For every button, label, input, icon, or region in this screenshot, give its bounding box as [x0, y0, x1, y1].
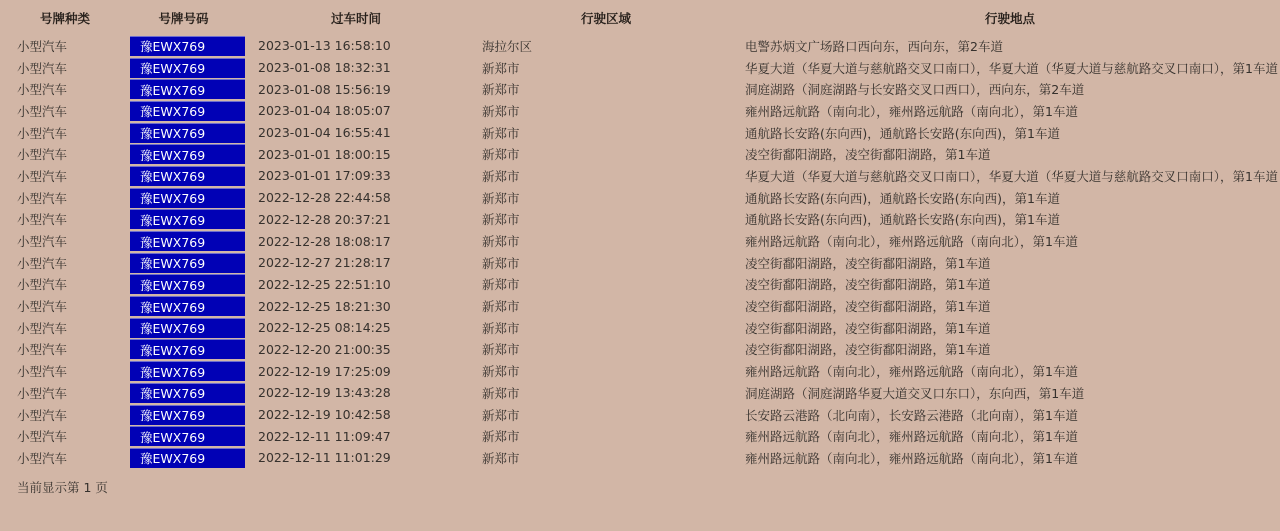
- plate-number-badge[interactable]: 豫EWX769: [130, 361, 245, 381]
- pass-time-cell: 2022-12-19 17:25:09: [258, 363, 391, 379]
- plate-number-cell: [117, 382, 250, 404]
- pass-time-cell: 2022-12-20 21:00:35: [258, 341, 391, 357]
- driving-region-cell: 新郑市: [482, 364, 520, 380]
- plate-type-cell: 小型汽车: [17, 82, 68, 98]
- driving-region-cell: 新郑市: [482, 299, 520, 315]
- driving-region-cell: 新郑市: [482, 277, 520, 293]
- header-driving-region: 行驶区域: [580, 10, 631, 26]
- driving-location-cell: 雍州路远航路（南向北），雍州路远航路（南向北），第1车道: [745, 234, 1078, 250]
- pass-time-cell: 2022-12-28 18:08:17: [258, 233, 391, 249]
- driving-region-cell: 新郑市: [482, 82, 520, 98]
- plate-number-cell: [117, 78, 250, 100]
- plate-number-cell: [117, 404, 250, 426]
- table-row: [0, 360, 1280, 382]
- driving-location-cell: 通航路长安路(东向西)，通航路长安路(东向西)，第1车道: [745, 212, 1060, 228]
- table-row: [0, 274, 1280, 296]
- driving-location-cell: 通航路长安路(东向西)，通航路长安路(东向西)，第1车道: [745, 125, 1060, 141]
- table-row: [0, 252, 1280, 274]
- plate-number-cell: [117, 317, 250, 339]
- plate-number-badge[interactable]: 豫EWX769: [130, 339, 245, 359]
- plate-number-cell: [117, 100, 250, 122]
- pass-time-cell: 2022-12-19 13:43:28: [258, 385, 391, 401]
- table-row: [0, 187, 1280, 209]
- pass-time-cell: 2022-12-11 11:01:29: [258, 450, 391, 466]
- driving-location-cell: 凌空街鄱阳湖路，凌空街鄱阳湖路，第1车道: [745, 255, 991, 271]
- plate-number-cell: [117, 230, 250, 252]
- table-row: [0, 317, 1280, 339]
- plate-number-badge[interactable]: 豫EWX769: [130, 36, 245, 56]
- driving-region-cell: 新郑市: [482, 168, 520, 184]
- plate-number-cell: [117, 252, 250, 274]
- driving-region-cell: 新郑市: [482, 147, 520, 163]
- header-pass-time: 过车时间: [330, 10, 381, 26]
- pass-time-cell: 2022-12-25 22:51:10: [258, 276, 391, 292]
- pass-time-cell: 2022-12-25 08:14:25: [258, 320, 391, 336]
- plate-number-badge[interactable]: 豫EWX769: [130, 296, 245, 316]
- driving-region-cell: 新郑市: [482, 234, 520, 250]
- plate-number-badge[interactable]: 豫EWX769: [130, 318, 245, 338]
- pass-time-cell: 2023-01-01 17:09:33: [258, 168, 391, 184]
- plate-type-cell: 小型汽车: [17, 277, 68, 293]
- driving-region-cell: 海拉尔区: [482, 38, 533, 54]
- plate-number-cell: [117, 295, 250, 317]
- pass-time-cell: 2023-01-08 18:32:31: [258, 60, 391, 76]
- plate-type-cell: 小型汽车: [17, 147, 68, 163]
- driving-region-cell: 新郑市: [482, 450, 520, 466]
- plate-number-badge[interactable]: 豫EWX769: [130, 123, 245, 143]
- driving-location-cell: 洞庭湖路（洞庭湖路华夏大道交叉口东口），东向西，第1车道: [745, 385, 1085, 401]
- plate-number-badge[interactable]: 豫EWX769: [130, 101, 245, 121]
- driving-location-cell: 凌空街鄱阳湖路，凌空街鄱阳湖路，第1车道: [745, 342, 991, 358]
- plate-number-cell: [117, 447, 250, 469]
- plate-number-badge[interactable]: 豫EWX769: [130, 231, 245, 251]
- driving-location-cell: 华夏大道（华夏大道与慈航路交叉口南口），华夏大道（华夏大道与慈航路交叉口南口），第1车道: [745, 168, 1278, 184]
- table-row: [0, 382, 1280, 404]
- table-header-row: [0, 0, 1280, 35]
- driving-region-cell: 新郑市: [482, 60, 520, 76]
- plate-type-cell: 小型汽车: [17, 234, 68, 250]
- plate-type-cell: 小型汽车: [17, 450, 68, 466]
- table-body: [0, 35, 1280, 469]
- plate-number-cell: [117, 122, 250, 144]
- pass-time-cell: 2022-12-28 22:44:58: [258, 190, 391, 206]
- table-row: [0, 35, 1280, 57]
- pass-time-cell: 2023-01-13 16:58:10: [258, 38, 391, 54]
- driving-location-cell: 洞庭湖路（洞庭湖路与长安路交叉口西口），西向东，第2车道: [745, 82, 1085, 98]
- driving-location-cell: 华夏大道（华夏大道与慈航路交叉口南口），华夏大道（华夏大道与慈航路交叉口南口），第1车道: [745, 60, 1278, 76]
- plate-number-badge[interactable]: 豫EWX769: [130, 209, 245, 229]
- plate-number-cell: [117, 57, 250, 79]
- table-row: [0, 230, 1280, 252]
- table-row: [0, 57, 1280, 79]
- plate-number-cell: [117, 425, 250, 447]
- table-row: [0, 165, 1280, 187]
- plate-number-badge[interactable]: 豫EWX769: [130, 405, 245, 425]
- driving-location-cell: 雍州路远航路（南向北），雍州路远航路（南向北），第1车道: [745, 364, 1078, 380]
- plate-type-cell: 小型汽车: [17, 385, 68, 401]
- driving-location-cell: 凌空街鄱阳湖路，凌空街鄱阳湖路，第1车道: [745, 320, 991, 336]
- plate-number-badge[interactable]: 豫EWX769: [130, 253, 245, 273]
- plate-type-cell: 小型汽车: [17, 38, 68, 54]
- plate-number-cell: [117, 360, 250, 382]
- driving-location-cell: 雍州路远航路（南向北），雍州路远航路（南向北），第1车道: [745, 450, 1078, 466]
- plate-number-badge[interactable]: 豫EWX769: [130, 79, 245, 99]
- header-plate-number: 号牌号码: [158, 10, 209, 26]
- driving-region-cell: 新郑市: [482, 212, 520, 228]
- table-row: [0, 122, 1280, 144]
- pass-time-cell: 2022-12-11 11:09:47: [258, 428, 391, 444]
- pass-time-cell: 2023-01-01 18:00:15: [258, 146, 391, 162]
- plate-number-badge[interactable]: 豫EWX769: [130, 166, 245, 186]
- driving-region-cell: 新郑市: [482, 342, 520, 358]
- driving-region-cell: 新郑市: [482, 190, 520, 206]
- plate-type-cell: 小型汽车: [17, 168, 68, 184]
- driving-region-cell: 新郑市: [482, 320, 520, 336]
- plate-number-cell: [117, 35, 250, 57]
- driving-location-cell: 长安路云港路（北向南），长安路云港路（北向南），第1车道: [745, 407, 1078, 423]
- plate-number-badge[interactable]: 豫EWX769: [130, 383, 245, 403]
- plate-type-cell: 小型汽车: [17, 255, 68, 271]
- driving-location-cell: 凌空街鄱阳湖路，凌空街鄱阳湖路，第1车道: [745, 277, 991, 293]
- plate-type-cell: 小型汽车: [17, 190, 68, 206]
- table-row: [0, 295, 1280, 317]
- pass-time-cell: 2023-01-04 16:55:41: [258, 125, 391, 141]
- driving-region-cell: 新郑市: [482, 125, 520, 141]
- plate-type-cell: 小型汽车: [17, 60, 68, 76]
- table-row: [0, 100, 1280, 122]
- table-row: [0, 404, 1280, 426]
- plate-type-cell: 小型汽车: [17, 103, 68, 119]
- plate-type-cell: 小型汽车: [17, 407, 68, 423]
- plate-number-badge[interactable]: 豫EWX769: [130, 58, 245, 78]
- plate-type-cell: 小型汽车: [17, 342, 68, 358]
- driving-location-cell: 通航路长安路(东向西)，通航路长安路(东向西)，第1车道: [745, 190, 1060, 206]
- plate-type-cell: 小型汽车: [17, 125, 68, 141]
- table-row: [0, 143, 1280, 165]
- driving-location-cell: 雍州路远航路（南向北），雍州路远航路（南向北），第1车道: [745, 103, 1078, 119]
- pass-time-cell: 2022-12-28 20:37:21: [258, 211, 391, 227]
- plate-number-badge[interactable]: 豫EWX769: [130, 448, 245, 468]
- driving-location-cell: 凌空街鄱阳湖路，凌空街鄱阳湖路，第1车道: [745, 147, 991, 163]
- plate-type-cell: 小型汽车: [17, 299, 68, 315]
- driving-region-cell: 新郑市: [482, 103, 520, 119]
- plate-number-cell: [117, 143, 250, 165]
- plate-number-badge[interactable]: 豫EWX769: [130, 144, 245, 164]
- plate-number-badge[interactable]: 豫EWX769: [130, 426, 245, 446]
- plate-type-cell: 小型汽车: [17, 364, 68, 380]
- plate-number-cell: [117, 209, 250, 231]
- header-plate-type: 号牌种类: [39, 10, 90, 26]
- table-row: [0, 339, 1280, 361]
- pass-time-cell: 2023-01-08 15:56:19: [258, 81, 391, 97]
- driving-location-cell: 凌空街鄱阳湖路，凌空街鄱阳湖路，第1车道: [745, 299, 991, 315]
- plate-number-cell: [117, 187, 250, 209]
- table-row: [0, 447, 1280, 469]
- plate-number-cell: [117, 165, 250, 187]
- driving-region-cell: 新郑市: [482, 385, 520, 401]
- table-row: [0, 425, 1280, 447]
- plate-number-cell: [117, 274, 250, 296]
- table-row: [0, 209, 1280, 231]
- driving-location-cell: 电警苏炳文广场路口西向东，西向东，第2车道: [745, 38, 1003, 54]
- plate-type-cell: 小型汽车: [17, 429, 68, 445]
- driving-region-cell: 新郑市: [482, 255, 520, 271]
- pass-time-cell: 2023-01-04 18:05:07: [258, 103, 391, 119]
- header-driving-location: 行驶地点: [984, 10, 1035, 26]
- table-row: [0, 78, 1280, 100]
- plate-type-cell: 小型汽车: [17, 212, 68, 228]
- pass-time-cell: 2022-12-19 10:42:58: [258, 407, 391, 423]
- driving-region-cell: 新郑市: [482, 429, 520, 445]
- driving-region-cell: 新郑市: [482, 407, 520, 423]
- plate-number-badge[interactable]: 豫EWX769: [130, 188, 245, 208]
- plate-number-cell: [117, 339, 250, 361]
- plate-type-cell: 小型汽车: [17, 320, 68, 336]
- pass-time-cell: 2022-12-25 18:21:30: [258, 298, 391, 314]
- driving-location-cell: 雍州路远航路（南向北），雍州路远航路（南向北），第1车道: [745, 429, 1078, 445]
- plate-number-badge[interactable]: 豫EWX769: [130, 274, 245, 294]
- page-indicator: 当前显示第 1 页: [17, 479, 108, 495]
- pass-time-cell: 2022-12-27 21:28:17: [258, 255, 391, 271]
